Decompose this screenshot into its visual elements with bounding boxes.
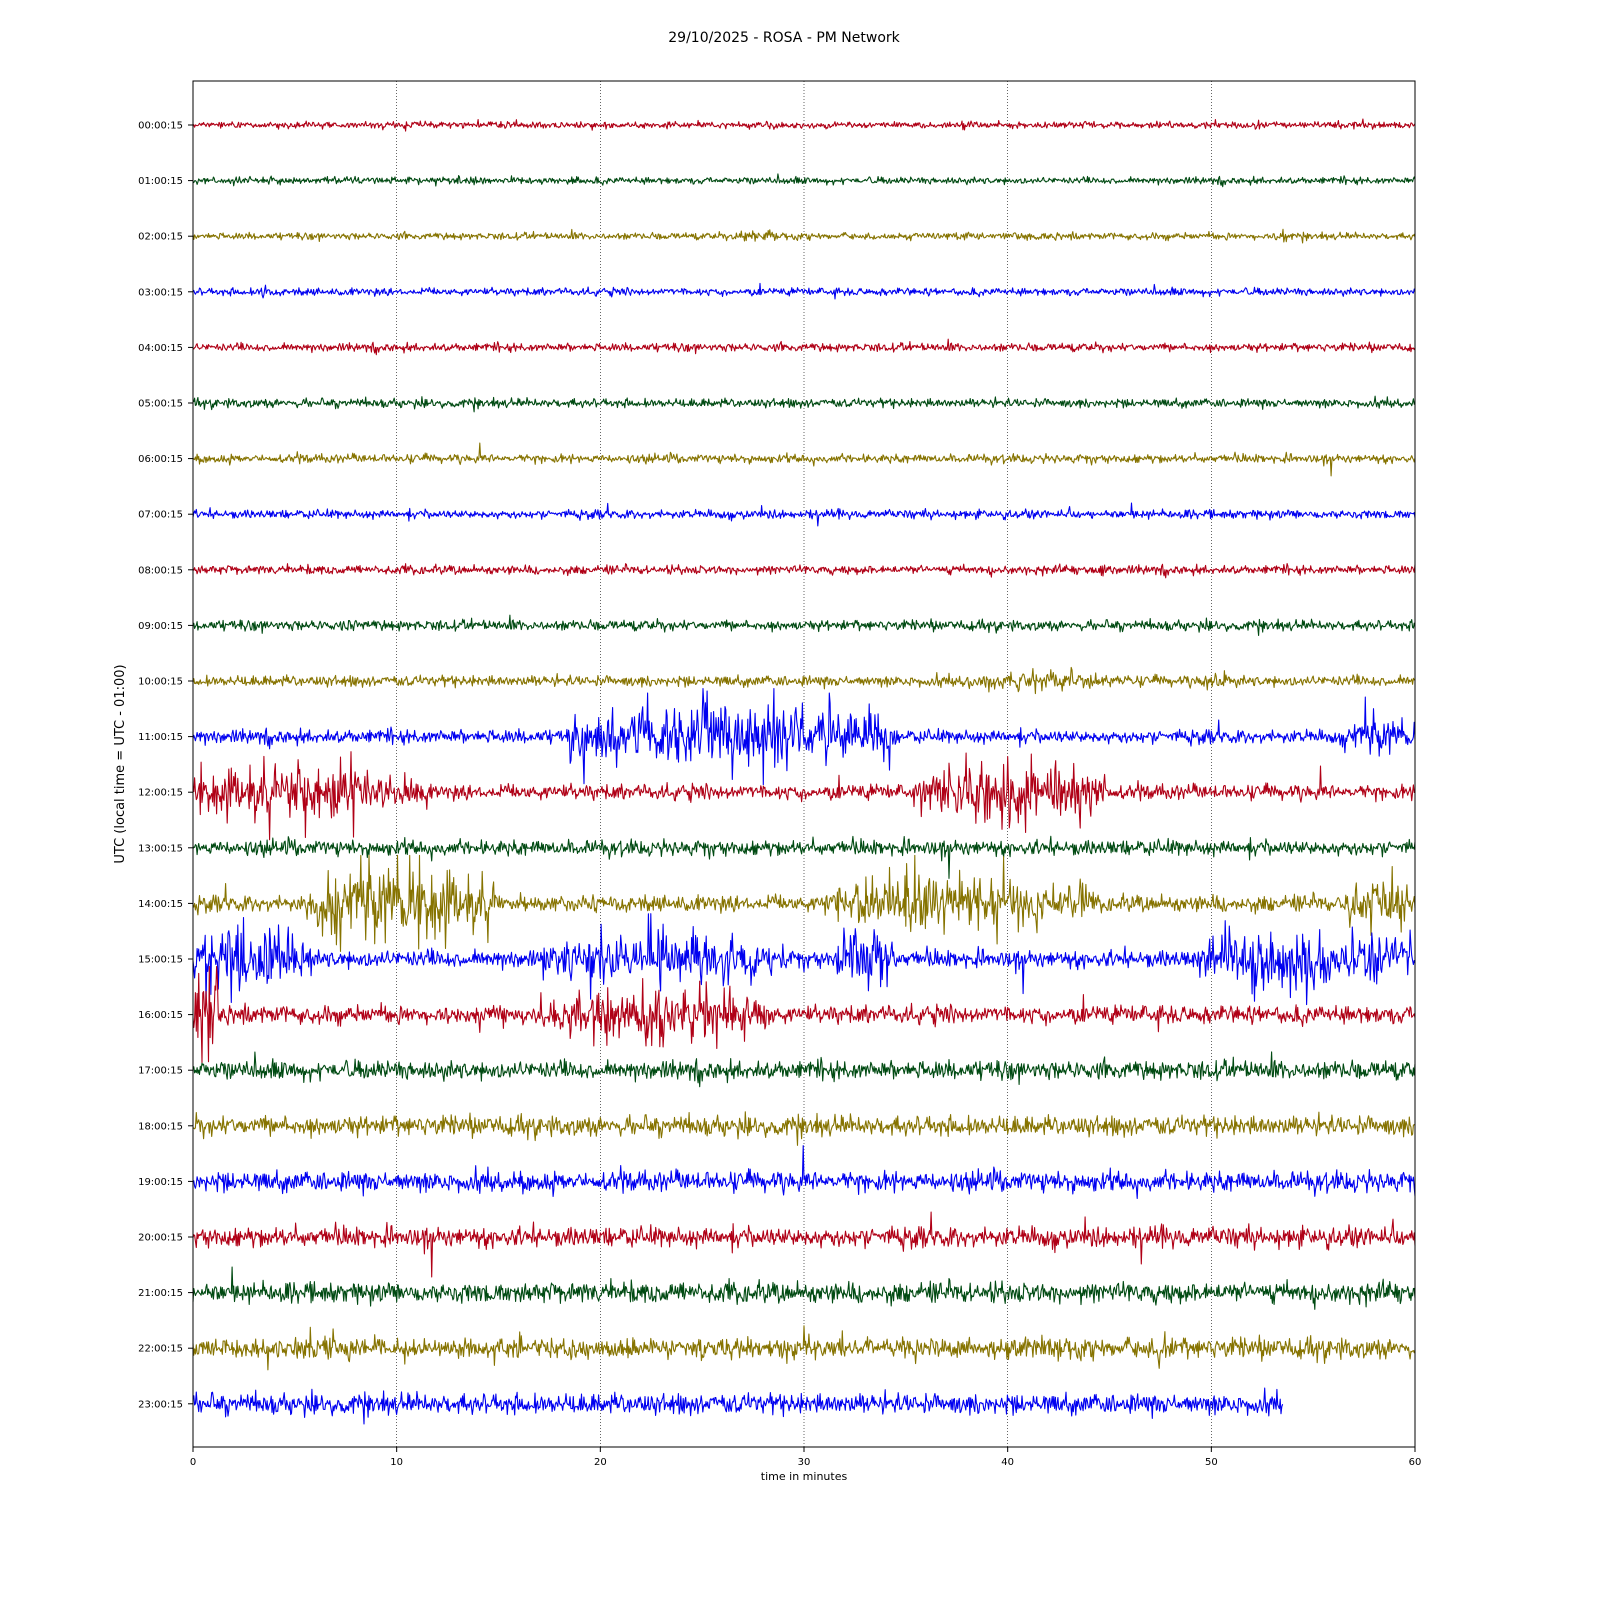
y-tick-label: 20:00:15 [138, 1232, 183, 1244]
y-tick-label: 09:00:15 [138, 620, 183, 632]
x-tick-label: 0 [189, 1457, 197, 1468]
trace-13 [193, 836, 1415, 878]
x-axis-label: time in minutes [760, 1470, 848, 1483]
grid-lines [397, 81, 1212, 1447]
x-tick-label: 40 [1001, 1457, 1015, 1468]
x-tick-label: 60 [1408, 1457, 1422, 1468]
y-tick-label: 18:00:15 [138, 1121, 183, 1133]
x-tick-label: 10 [390, 1457, 404, 1468]
y-ticks [138, 121, 193, 1411]
y-tick-label: 19:00:15 [138, 1176, 183, 1188]
trace-05 [193, 396, 1415, 412]
y-tick-label: 04:00:15 [138, 342, 183, 354]
trace-01 [193, 174, 1415, 187]
y-tick-label: 06:00:15 [138, 454, 183, 466]
y-tick-label: 10:00:15 [138, 676, 183, 688]
y-tick-label: 23:00:15 [138, 1399, 183, 1411]
y-axis-label: UTC (local time = UTC - 01:00) [113, 664, 128, 864]
chart-title: 29/10/2025 - ROSA - PM Network [668, 30, 900, 46]
trace-17 [193, 1052, 1415, 1087]
x-ticks [190, 1447, 1422, 1468]
y-tick-label: 12:00:15 [138, 787, 183, 799]
y-tick-label: 22:00:15 [138, 1343, 183, 1355]
y-tick-label: 14:00:15 [138, 898, 183, 910]
y-tick-label: 16:00:15 [138, 1010, 183, 1022]
y-tick-label: 21:00:15 [138, 1288, 183, 1300]
y-tick-label: 03:00:15 [138, 287, 183, 299]
y-tick-label: 01:00:15 [138, 176, 183, 188]
y-tick-label: 17:00:15 [138, 1065, 183, 1077]
x-tick-label: 30 [797, 1457, 811, 1468]
y-tick-label: 07:00:15 [138, 509, 183, 521]
trace-06 [193, 443, 1415, 476]
trace-10 [193, 667, 1415, 693]
trace-04 [193, 339, 1415, 355]
y-tick-label: 02:00:15 [138, 231, 183, 243]
y-tick-label: 08:00:15 [138, 565, 183, 577]
x-tick-label: 20 [593, 1457, 607, 1468]
trace-19 [193, 1146, 1415, 1199]
trace-23 [193, 1388, 1283, 1424]
y-tick-label: 05:00:15 [138, 398, 183, 410]
y-tick-label: 00:00:15 [138, 120, 183, 132]
y-tick-label: 13:00:15 [138, 843, 183, 855]
x-tick-label: 50 [1204, 1457, 1218, 1468]
y-tick-label: 15:00:15 [138, 954, 183, 966]
y-tick-label: 11:00:15 [138, 732, 183, 744]
